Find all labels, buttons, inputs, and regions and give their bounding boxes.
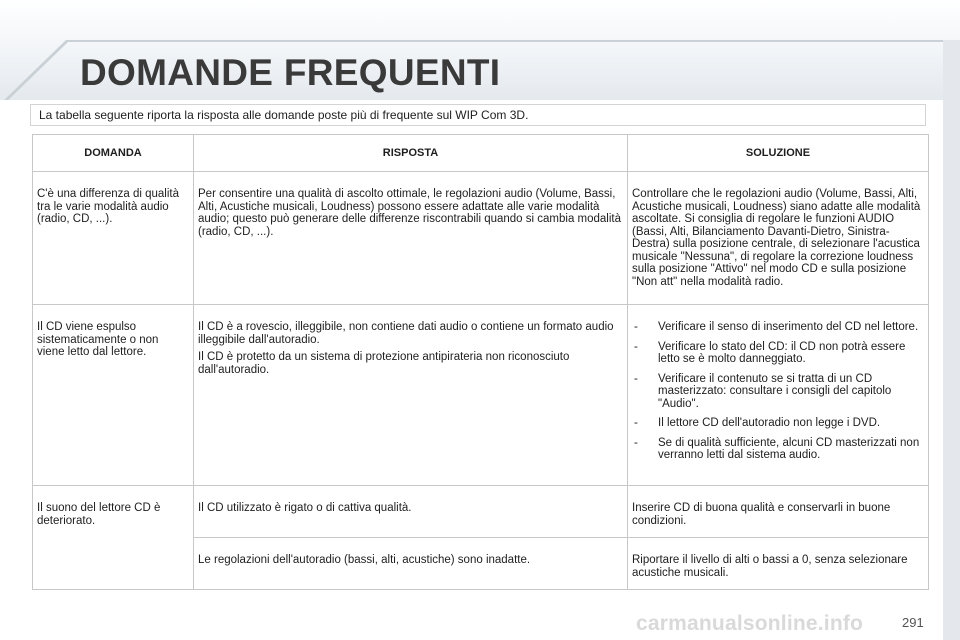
right-rail [943,40,960,640]
solution-item: - Verificare il senso di inserimento del CD nel lettore. [632,321,924,334]
header-question: DOMANDA [33,135,194,172]
table-row [33,172,929,305]
table-row [33,486,929,538]
question-text: Il CD viene espulso sistematicamente o non viene letto dal lettore. [37,321,159,358]
answer-cell [194,172,628,305]
solution-cell [628,172,929,305]
solution-list [632,321,924,462]
question-text: C'è una differenza di qualità tra le varie modalità audio (radio, CD, ...). [37,188,179,225]
page-title: DOMANDE FREQUENTI [80,52,501,93]
answer-cell [194,538,628,590]
answer-text: Il CD è a rovescio, illeggibile, non contiene dati audio o contiene un formato audio illeggibile dall'autoradio. [198,321,614,346]
solution-text: Controllare che le regolazioni audio (Volume, Bassi, Alti, Acustiche musicali, Loudness) siano adatte alle modalità ascoltate. Si consiglia di regolare le funzioni AUDIO (Bassi, Alti, Bilanciamento Davanti-Dietro, Sinistra-Destra) sulla posizione centrale, di selezionare l'acustica musicale "Nessuna", di regolare la correzione loudness sulla posizione "Attivo" nel modo CD e sulla posizione "Non att" nella modalità radio. [632,188,921,288]
intro-text: La tabella seguente riporta la risposta alle domande poste più di frequente sul WIP Com 3D. [30,104,926,126]
answer-cell [194,305,628,486]
watermark: carmanualsonline.info [636,612,864,635]
solution-cell [628,305,929,486]
question-cell [33,172,194,305]
answer-text: Il CD è protetto da un sistema di protezione antipirateria non riconosciuto dall'autoradio. [198,351,570,376]
page-number: 291 [902,615,924,630]
answer-text: Le regolazioni dell'autoradio (bassi, alti, acustiche) sono inadatte. [198,554,531,566]
answer-text: Il CD utilizzato è rigato o di cattiva qualità. [198,502,412,514]
solution-item: - Il lettore CD dell'autoradio non legge i DVD. [632,417,924,430]
table-row [33,305,929,486]
header-solution: SOLUZIONE [628,135,929,172]
table-header-row [33,135,929,172]
solution-item: - Verificare il contenuto se si tratta di un CD masterizzato: consultare i consigli del capitolo "Audio". [632,373,924,411]
solution-cell [628,486,929,538]
solution-text: Riportare il livello di alti o bassi a 0, senza selezionare acustiche musicali. [632,554,908,579]
solution-item: - Se di qualità sufficiente, alcuni CD masterizzati non verranno letti dal sistema audio. [632,437,924,462]
faq-table [32,134,929,590]
answer-cell [194,486,628,538]
header-answer: RISPOSTA [194,135,628,172]
answer-text: Per consentire una qualità di ascolto ottimale, le regolazioni audio (Volume, Bassi, Alti, Acustiche musicali, Loudness) possono essere adattate alle varie modalità audio; questo può generare delle differenze riscontrabili quando si cambia modalità (radio, CD, ...). [198,188,622,238]
question-text: Il suono del lettore CD è deteriorato. [37,502,161,527]
solution-cell [628,538,929,590]
question-cell [33,486,194,590]
solution-item: - Verificare lo stato del CD: il CD non potrà essere letto se è molto danneggiato. [632,341,924,366]
question-cell [33,305,194,486]
solution-text: Inserire CD di buona qualità e conservarli in buone condizioni. [632,502,891,527]
